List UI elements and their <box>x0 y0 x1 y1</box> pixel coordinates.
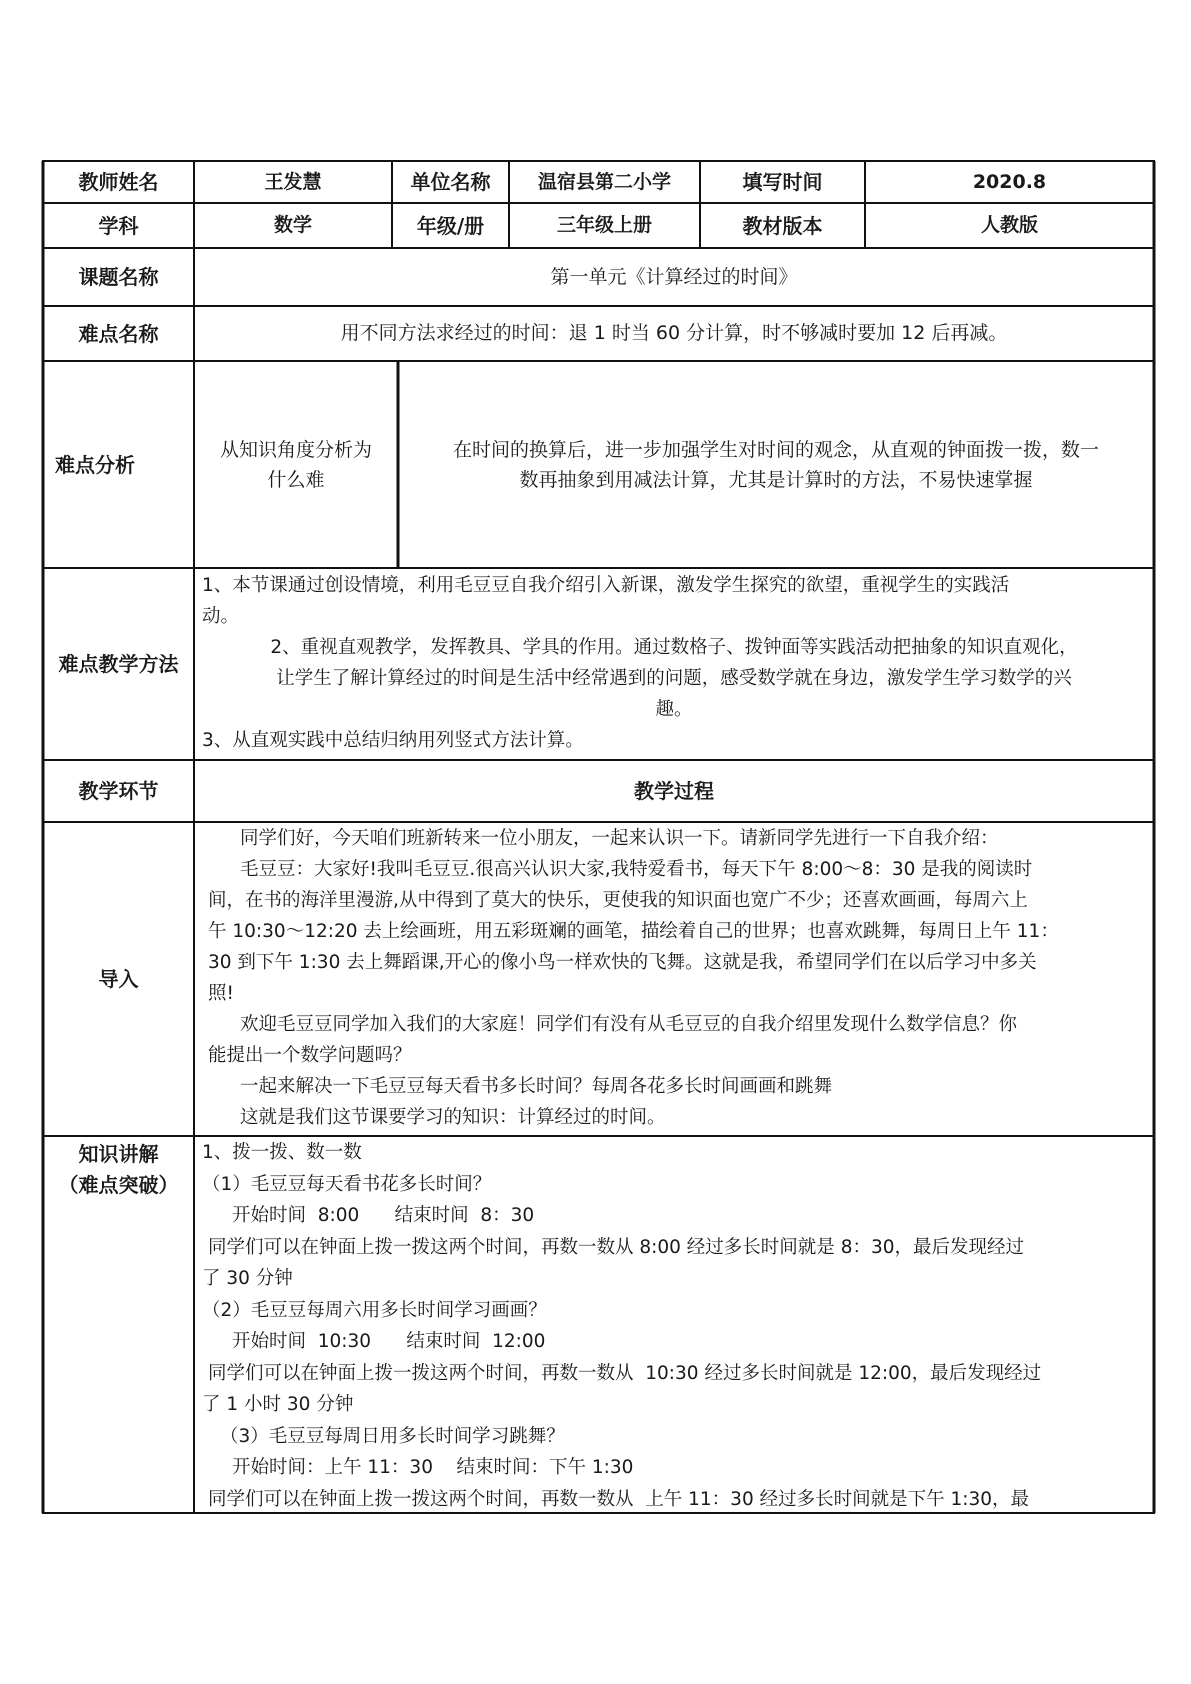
knowledge-line: （2）毛豆豆每周六用多长时间学习画画？ <box>202 1299 547 1321</box>
intro-line: 午 10:30～12:20 去上绘画班，用五彩斑斓的画笔，描绘着自己的世界；也喜欢跳舞，每周日上午 11： <box>208 921 1059 942</box>
knowledge-line: 开始时间 10:30 结束时间 12:00 <box>232 1331 546 1352</box>
teacher-name-label: 教师姓名 <box>78 170 159 194</box>
knowledge-line: 同学们可以在钟面上拨一拨这两个时间，再数一数从 10:30 经过多长时间就是 12:00，最后发现经过 <box>208 1362 1042 1384</box>
knowledge-text <box>194 1137 1154 1513</box>
knowledge-line: 了 1 小时 30 分钟 <box>202 1394 354 1415</box>
teacher-name-value: 王发慧 <box>264 170 322 193</box>
intro-line: 照! <box>208 983 234 1004</box>
method-line: 3、从直观实践中总结归纳用列竖式方法计算。 <box>202 730 584 751</box>
section-title: 教学过程 <box>634 779 714 803</box>
section-label: 教学环节 <box>78 779 159 803</box>
knowledge-line: 开始时间 8:00 结束时间 8：30 <box>232 1205 535 1226</box>
analysis-label: 难点分析 <box>55 452 135 477</box>
method-line: 动。 <box>202 606 240 627</box>
knowledge-line: 1、拨一拨、数一数 <box>202 1142 362 1163</box>
difficulty-label: 难点名称 <box>78 321 159 346</box>
method-line: 让学生了解计算经过的时间是生活中经常遇到的问题，感受数学就在身边，激发学生学习数学的兴 <box>276 668 1072 689</box>
fill-date-label: 填写时间 <box>742 170 823 194</box>
topic-label: 课题名称 <box>78 265 159 289</box>
knowledge-line: 同学们可以在钟面上拨一拨这两个时间，再数一数从 8:00 经过多长时间就是 8：30，最后发现经过 <box>208 1236 1024 1258</box>
knowledge-label-line: 知识讲解 <box>78 1142 159 1166</box>
edition-value: 人教版 <box>980 214 1038 237</box>
intro-line: 一起来解决一下毛豆豆每天看书多长时间？每周各花多长时间画画和跳舞 <box>240 1076 833 1097</box>
intro-line: 30 到下午 1:30 去上舞蹈课,开心的像小鸟一样欢快的飞舞。这就是我，希望同学们在以后学习中多关 <box>208 952 1037 973</box>
intro-line: 毛豆豆：大家好!我叫毛豆豆.很高兴认识大家,我特爱看书，每天下午 8:00～8：30 是我的阅读时 <box>240 859 1033 880</box>
subject-value: 数学 <box>273 214 312 237</box>
analysis-text-line: 数再抽象到用减法计算，尤其是计算时的方法，不易快速掌握 <box>519 468 1033 491</box>
knowledge-label <box>43 1139 194 1209</box>
analysis-text <box>398 361 1154 568</box>
analysis-sub-label-line: 什么难 <box>267 468 325 491</box>
subject-label: 学科 <box>98 213 139 238</box>
method-line: 1、本节课通过创设情境，利用毛豆豆自我介绍引入新课，激发学生探究的欲望，重视学生的实践活 <box>202 575 1010 596</box>
fill-date-value: 2020.8 <box>972 170 1047 193</box>
intro-line: 欢迎毛豆豆同学加入我们的大家庭！同学们有没有从毛豆豆的自我介绍里发现什么数学信息？你 <box>240 1014 1018 1035</box>
knowledge-line: （1）毛豆豆每天看书花多长时间？ <box>202 1173 492 1195</box>
knowledge-line: 同学们可以在钟面上拨一拨这两个时间，再数一数从 上午 11：30 经过多长时间就是下午 1:30，最 <box>208 1488 1030 1510</box>
method-line: 2、重视直观教学，发挥教具、学具的作用。通过数格子、拨钟面等实践活动把抽象的知识直观化， <box>270 637 1078 658</box>
intro-line: 这就是我们这节课要学习的知识：计算经过的时间。 <box>240 1107 666 1128</box>
method-line: 趣。 <box>655 699 693 720</box>
difficulty-value: 用不同方法求经过的时间：退 1 时当 60 分计算，时不够减时要加 12 后再减。 <box>340 322 1008 345</box>
knowledge-line: 了 30 分钟 <box>202 1268 293 1289</box>
unit-name-label: 单位名称 <box>410 170 491 194</box>
intro-line: 能提出一个数学问题吗？ <box>208 1045 412 1066</box>
grade-value: 三年级上册 <box>556 214 652 237</box>
analysis-sub-label-line: 从知识角度分析为 <box>219 438 372 461</box>
analysis-sub-label <box>194 361 398 568</box>
knowledge-line: （3）毛豆豆每周日用多长时间学习跳舞？ <box>220 1425 565 1447</box>
grade-label: 年级/册 <box>416 213 485 238</box>
knowledge-label-line: （难点突破） <box>58 1173 179 1197</box>
method-label: 难点教学方法 <box>58 652 179 676</box>
analysis-text-line: 在时间的换算后，进一步加强学生对时间的观念，从直观的钟面拨一拨，数一 <box>452 438 1099 461</box>
intro-text <box>194 823 1154 1136</box>
topic-value: 第一单元《计算经过的时间》 <box>550 265 798 288</box>
intro-line: 同学们好，今天咱们班新转来一位小朋友，一起来认识一下。请新同学先进行一下自我介绍： <box>240 828 999 849</box>
unit-name-value: 温宿县第二小学 <box>537 170 671 193</box>
edition-label: 教材版本 <box>742 213 823 238</box>
knowledge-line: 开始时间：上午 11：30 结束时间：下午 1:30 <box>232 1457 634 1478</box>
intro-line: 间，在书的海洋里漫游,从中得到了莫大的快乐，更使我的知识面也宽广不少；还喜欢画画，每周六上 <box>208 890 1028 911</box>
method-text <box>194 570 1154 760</box>
intro-label: 导入 <box>98 967 139 991</box>
